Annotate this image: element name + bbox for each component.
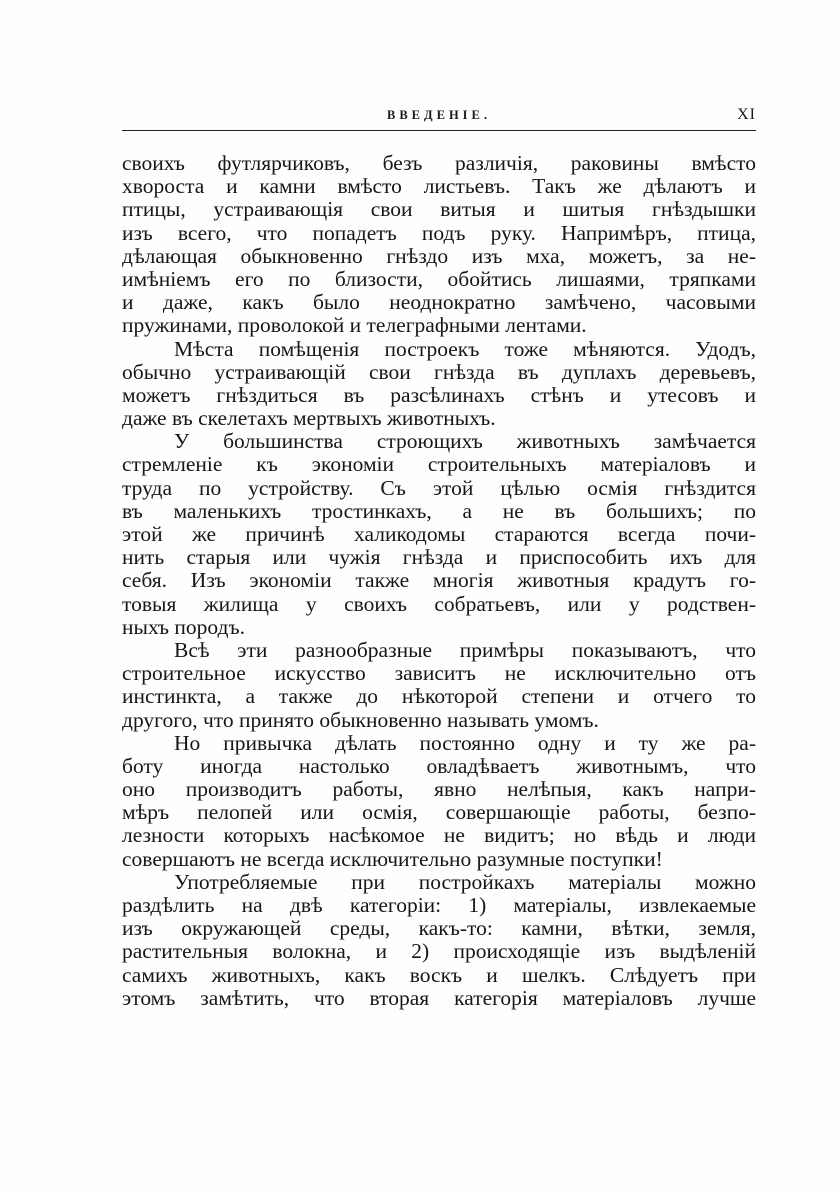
text-line: имѣніемъ его по близости, обойтись лишаями, тряпками	[122, 266, 756, 291]
text-line: Но привычка дѣлать постоянно одну и ту же ра-	[174, 730, 756, 755]
text-line: нить старыя или чужія гнѣзда и приспособить ихъ для	[122, 545, 756, 570]
text-line: въ маленькихъ тростинкахъ, а не въ большихъ; по	[122, 498, 756, 523]
text-line: раздѣлить на двѣ категоріи: 1) матеріалы, извлекаемые	[122, 893, 756, 917]
text-line: Употребляемые при постройкахъ матеріалы можно	[174, 869, 756, 894]
page-number: XI	[737, 106, 756, 123]
text-line: ныхъ породъ.	[122, 614, 245, 639]
text-line: боту иногда настолько овладѣваетъ животнымъ, что	[122, 753, 756, 778]
text-line: пружинами, проволокой и телеграфными лентами.	[122, 313, 587, 338]
text-line: своихъ футлярчиковъ, безъ различія, раковины вмѣсто	[122, 151, 756, 175]
text-line: У большинства строющихъ животныхъ замѣчается	[174, 429, 756, 454]
text-line: изъ всего, что попадетъ подъ руку. Напримѣръ, птица,	[122, 220, 756, 245]
text-line: хвороста и камни вмѣсто листьевъ. Такъ же дѣлаютъ и	[122, 174, 756, 199]
text-line: мѣръ пелопей или осмія, совершающіе работы, безпо-	[122, 800, 756, 825]
text-line: можетъ гнѣздиться въ разсѣлинахъ стѣнъ и утесовъ и	[122, 382, 756, 407]
text-line: товыя жилища у своихъ собратьевъ, или у родствен-	[122, 591, 756, 616]
text-line: и даже, какъ было неоднократно замѣчено, часовыми	[122, 290, 756, 315]
body-text	[122, 152, 756, 1010]
text-line: дѣлающая обыкновенно гнѣздо изъ мха, можетъ, за не-	[122, 243, 756, 268]
text-line: другого, что принято обыкновенно называть умомъ.	[122, 707, 599, 732]
text-line: самихъ животныхъ, какъ воскъ и шелкъ. Слѣдуетъ при	[122, 962, 756, 987]
text-line: Мѣста помѣщенія построекъ тоже мѣняются. Удодъ,	[174, 336, 756, 361]
text-line: труда по устройству. Съ этой цѣлью осмія гнѣздится	[122, 475, 756, 500]
text-line: Всѣ эти разнообразные примѣры показываютъ, что	[174, 637, 756, 662]
text-line: строительное искусство зависитъ не исключительно отъ	[122, 661, 756, 686]
running-title: ВВЕДЕНІЕ.	[387, 108, 491, 122]
text-line: этомъ замѣтить, что вторая категорія матеріаловъ лучше	[122, 985, 756, 1010]
text-line: инстинкта, а также до нѣкоторой степени и отчего то	[122, 684, 756, 709]
text-line: этой же причинѣ халикодомы стараются всегда почи-	[122, 522, 756, 546]
text-line: себя. Изъ экономіи также многія животныя крадутъ го-	[122, 568, 756, 593]
text-line: стремленіе къ экономіи строительныхъ матеріаловъ и	[122, 452, 756, 477]
text-line: обычно устраивающій свои гнѣзда въ дуплахъ деревьевъ,	[122, 359, 756, 384]
page-header	[122, 104, 756, 131]
text-line: совершаютъ не всегда исключительно разумные поступки!	[122, 846, 663, 871]
text-line: оно производитъ работы, явно нелѣпыя, какъ напри-	[122, 777, 756, 802]
text-line: лезности которыхъ насѣкомое не видитъ; но вѣдь и люди	[122, 823, 756, 848]
text-line: птицы, устраивающія свои витыя и шитыя гнѣздышки	[122, 197, 756, 222]
text-line: изъ окружающей среды, какъ-то: камни, вѣтки, земля,	[122, 916, 756, 941]
text-line: даже въ скелетахъ мертвыхъ животныхъ.	[122, 406, 496, 431]
text-line: растительныя волокна, и 2) происходящіе изъ выдѣленій	[122, 939, 756, 964]
